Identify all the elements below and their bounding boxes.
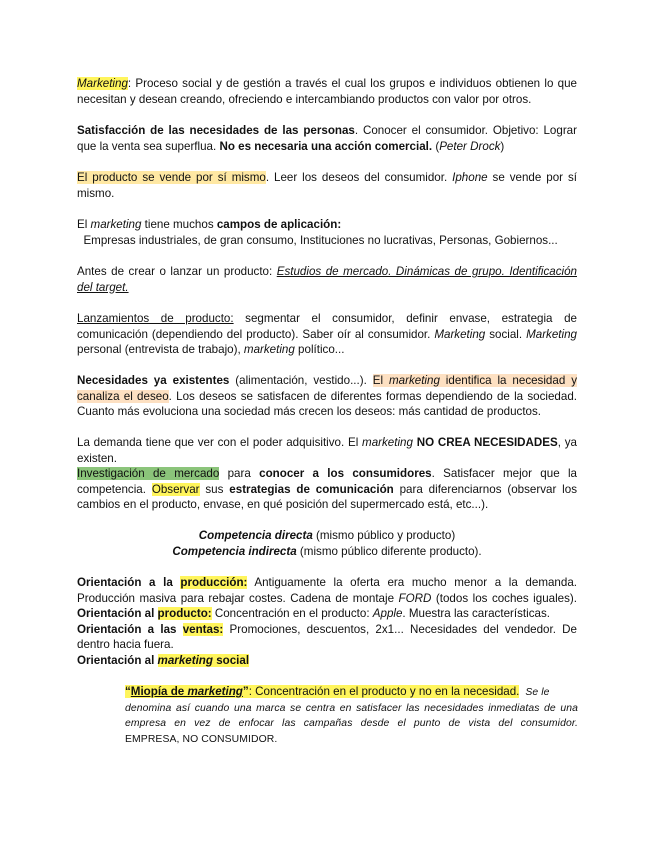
text: dentro hacia fuera. [77, 638, 174, 652]
line [77, 327, 577, 343]
text: ” [242, 685, 249, 698]
italic-text: marketing [388, 374, 440, 387]
text: Antiguamente la oferta era mucho menor a la demanda. [247, 576, 577, 589]
text: social. [485, 327, 527, 341]
text: “ [125, 685, 131, 698]
text: . Muestra las características. [402, 607, 550, 621]
text: identifica la necesidad y [439, 374, 577, 387]
bold-text: Orientación al [77, 653, 158, 667]
text: competencia. [77, 482, 152, 496]
bold-text: Orientación al [77, 607, 158, 621]
bold-text: NO CREA NECESIDADES [412, 436, 558, 449]
text: político... [294, 343, 345, 357]
text: . Satisfacer mejor que la [431, 467, 577, 481]
text: La demanda tiene que ver con el poder adquisitivo. El [77, 436, 363, 449]
text: social [212, 653, 250, 667]
text: Antes de crear o lanzar un producto: [77, 265, 277, 278]
text: (mismo público diferente producto). [296, 544, 482, 558]
italic-text: Marketing [526, 327, 577, 341]
line [125, 701, 578, 717]
line [77, 186, 577, 202]
text: , ya [557, 436, 577, 449]
paragraph-producto-se-vende [77, 170, 577, 201]
text: . Conocer el consumidor. Objetivo: Lograr [354, 124, 577, 137]
paragraph-necesidades-existentes [77, 373, 577, 420]
line [77, 528, 577, 544]
line [77, 373, 577, 389]
highlight: producción: [180, 576, 248, 589]
line [77, 123, 577, 139]
italic-text: marketing [243, 343, 295, 357]
bold-text: Necesidades ya existentes [77, 374, 230, 387]
bold-text: Orientación a las [77, 622, 183, 636]
italic-text: denomina así cuando una marca se centra en satisfacer las necesidades inmediatas de una [125, 702, 578, 714]
text: segmentar el consumidor, definir envase, estrategia de [233, 312, 577, 325]
line [77, 544, 577, 560]
paragraph-marketing-definition [77, 76, 577, 107]
line [77, 497, 577, 513]
text: para diferenciarnos (observar los [393, 482, 578, 496]
text: (alimentación, vestido...). [229, 374, 373, 387]
line [77, 435, 577, 451]
paragraph-antes-de-crear [77, 264, 577, 295]
paragraph-demanda [77, 435, 577, 513]
line [77, 342, 577, 358]
line [77, 637, 577, 653]
bold-text: Orientación a la [77, 576, 181, 589]
italic-text: marketing [90, 218, 142, 231]
paragraph-orientaciones [77, 575, 577, 669]
highlight [158, 654, 250, 667]
text: ( [432, 139, 440, 153]
line [77, 404, 577, 420]
text: ) [500, 139, 505, 153]
text: tiene muchos [141, 218, 217, 231]
bold-italic-text: Competencia directa [198, 529, 313, 542]
line [77, 606, 577, 622]
line [77, 575, 577, 591]
line [77, 76, 577, 92]
highlight: Observar [151, 482, 200, 496]
text: EMPRESA, NO CONSUMIDOR. [125, 733, 278, 745]
line [77, 233, 577, 249]
highlight [373, 374, 577, 387]
text: : Proceso social y de gestión a través el cual los grupos e individuos obtienen lo que [127, 77, 577, 90]
text: . Los deseos se satisfacen de diferentes formas dependiendo de la sociedad. [168, 389, 577, 403]
line [77, 622, 577, 638]
line [125, 732, 578, 748]
paragraph-satisfaccion [77, 123, 577, 154]
highlight: ventas: [182, 622, 224, 636]
paragraph-lanzamientos [77, 311, 577, 358]
italic-text: Peter Drock [439, 139, 501, 153]
quote-miopia-marketing [125, 684, 578, 747]
italic-text: marketing [362, 436, 413, 449]
bold-italic-text: marketing [157, 653, 213, 667]
text: Cuanto más evoluciona una sociedad más crecen los deseos: más cantidad de productos. [77, 405, 542, 419]
line [77, 653, 577, 669]
bold-italic-text: marketing [187, 685, 243, 698]
text: (mismo público y producto) [312, 529, 456, 542]
text: comunicación (dependiendo del producto). Saber oír al consumidor. [77, 327, 435, 341]
text: Concentración en el producto: [211, 607, 373, 621]
line [77, 482, 577, 498]
text: cambios en el producto, envase, en qué posición del supermercado está, etc...). [77, 498, 489, 512]
line [125, 684, 578, 701]
text: mismo. [77, 186, 115, 200]
text: se vende por sí [487, 171, 577, 184]
line [77, 217, 577, 233]
line [77, 92, 577, 108]
line [77, 466, 577, 482]
underlined-italic-text: del target. [77, 280, 129, 294]
line [77, 591, 577, 607]
term-highlight: Marketing [77, 77, 128, 90]
text: . Leer los deseos del consumidor. [265, 171, 453, 184]
underlined-italic-text: Estudios de mercado. Dinámicas de grupo. Identificación [276, 265, 577, 278]
text: : Concentración en el producto y no en la necesidad. [248, 685, 520, 698]
italic-text: Se le [519, 687, 550, 698]
green-highlight: Investigación de mercado [77, 467, 220, 481]
text: Promociones, descuentos, 2x1... Necesidades del vendedor. De [223, 622, 577, 636]
line [77, 139, 577, 155]
italic-text: empresa en vez de enfocar las campañas desde el punto de vista del consumidor. [125, 718, 578, 730]
italic-text: Marketing [434, 327, 486, 341]
underlined-text: Miopía de [130, 685, 188, 698]
text: para [219, 467, 260, 481]
bold-text: Satisfacción de las necesidades de las personas [77, 124, 355, 137]
bold-text: estrategias de comunicación [229, 482, 394, 496]
line [125, 716, 578, 732]
text: sus [199, 482, 230, 496]
text: (todos los coches iguales). [431, 591, 577, 605]
highlight: producto: [157, 607, 212, 621]
text: El [372, 374, 389, 387]
text: Empresas industriales, de gran consumo, Instituciones no lucrativas, Personas, Gobiernos... [77, 233, 558, 247]
line [77, 451, 577, 467]
text: personal (entrevista de trabajo), [77, 343, 244, 357]
text: necesitan y desean creando, ofreciendo e intercambiando productos con valor por otros. [77, 92, 532, 106]
italic-text: FORD [398, 591, 432, 605]
line [77, 170, 577, 186]
bold-italic-text: Competencia indirecta [172, 544, 297, 558]
text: Producción masiva para rebajar costes. Cadena de montaje [77, 591, 399, 605]
line [77, 311, 577, 327]
highlight [125, 685, 519, 698]
line [77, 389, 577, 405]
paragraph-competencia [77, 528, 577, 559]
bold-text: campos de aplicación: [216, 218, 342, 231]
line [77, 280, 577, 296]
highlight: canaliza el deseo [77, 389, 169, 403]
text: El [77, 218, 91, 231]
italic-text: Apple [372, 607, 403, 621]
bold-text: conocer a los consumidores [259, 467, 432, 481]
bold-text: No es necesaria una acción comercial. [219, 139, 433, 153]
highlight: El producto se vende por sí mismo [77, 171, 266, 184]
text: existen. [77, 451, 117, 465]
line [77, 264, 577, 280]
text: que la venta sea superflua. [77, 139, 220, 153]
underlined-text: Lanzamientos de producto: [77, 312, 234, 325]
italic-text: Iphone [452, 171, 488, 184]
paragraph-campos-aplicacion [77, 217, 577, 248]
